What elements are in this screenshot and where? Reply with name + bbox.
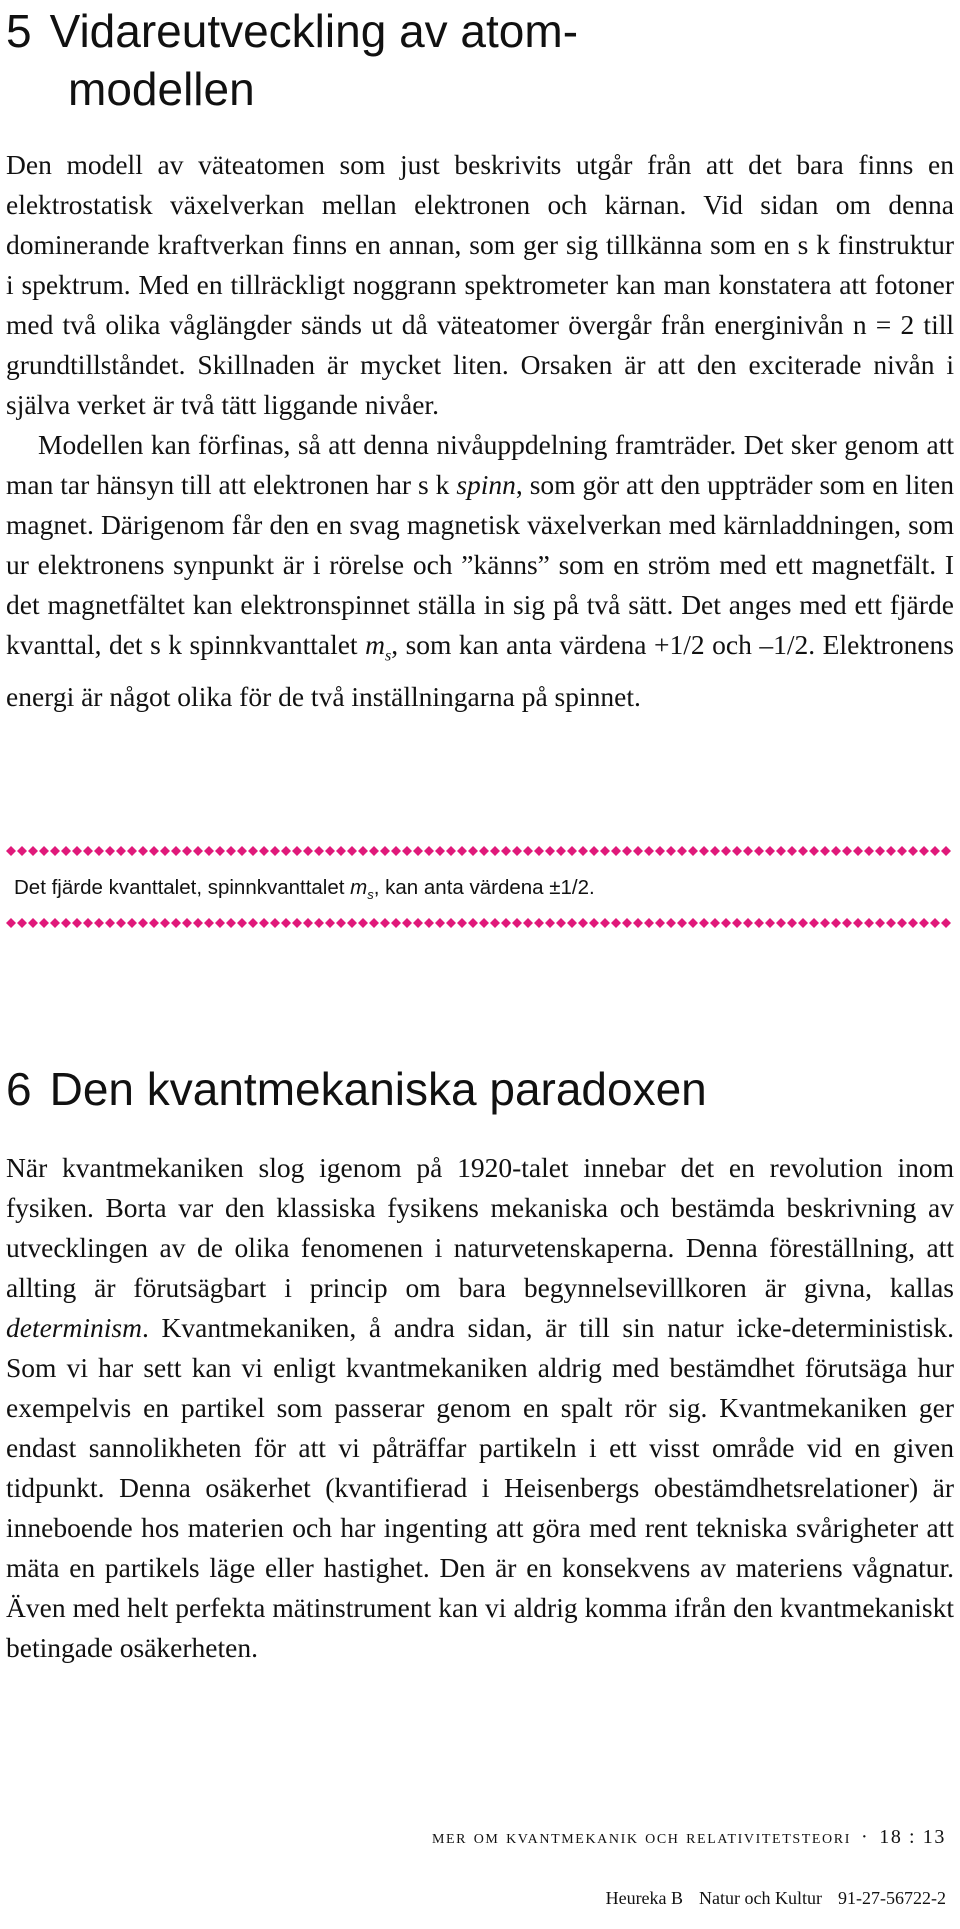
diamond-ornament [589, 846, 599, 856]
diamond-ornament [930, 846, 940, 856]
diamond-ornament [369, 846, 379, 856]
diamond-ornament [127, 846, 137, 856]
diamond-ornament [578, 918, 588, 928]
diamond-ornament [402, 846, 412, 856]
diamond-ornament [655, 846, 665, 856]
diamond-ornament [446, 846, 456, 856]
diamond-ornament [28, 846, 38, 856]
diamond-ornament [919, 918, 929, 928]
diamond-ornament [875, 918, 885, 928]
diamond-ornament [721, 846, 731, 856]
diamond-ornament [39, 918, 49, 928]
book-title: Heureka B [605, 1888, 684, 1908]
diamond-ornament [831, 918, 841, 928]
diamond-ornament [215, 918, 225, 928]
diamond-ornament [677, 846, 687, 856]
diamond-ornament [523, 918, 533, 928]
diamond-ornament [6, 846, 16, 856]
diamond-ornament [116, 846, 126, 856]
section-title-line-2: modellen [68, 63, 255, 115]
diamond-ornament [809, 846, 819, 856]
diamond-ornament [578, 846, 588, 856]
diamond-ornament [743, 846, 753, 856]
diamond-ornament [28, 918, 38, 928]
section-title-line-1: Vidareutveckling av atom- [49, 5, 579, 57]
diamond-ornament [226, 846, 236, 856]
diamond-ornament [193, 846, 203, 856]
diamond-ornament [347, 846, 357, 856]
section-number: 5 [6, 5, 32, 57]
diamond-ornament [380, 846, 390, 856]
diamond-ornament [435, 918, 445, 928]
diamond-ornament [798, 846, 808, 856]
diamond-ornament [50, 846, 60, 856]
diamond-ornament [941, 846, 951, 856]
diamond-ornament [842, 918, 852, 928]
diamond-ornament [666, 846, 676, 856]
diamond-ornament [886, 918, 896, 928]
diamond-ornament [435, 846, 445, 856]
diamond-ornament [545, 918, 555, 928]
diamond-ornament [710, 918, 720, 928]
isbn: 91-27-56722-2 [838, 1888, 946, 1908]
diamond-ornament [380, 918, 390, 928]
diamond-ornament [248, 846, 258, 856]
diamond-ornament [204, 918, 214, 928]
term-determinism: determinism [6, 1312, 142, 1343]
diamond-ornament [358, 846, 368, 856]
page-footer-series [432, 1826, 946, 1849]
diamond-ornament [567, 846, 577, 856]
diamond-ornament [534, 918, 544, 928]
diamond-ornament [149, 846, 159, 856]
diamond-ornament [853, 846, 863, 856]
diamond-ornament [72, 846, 82, 856]
diamond-ornament [842, 846, 852, 856]
series-title: mer om kvantmekanik och relativitetsteori [431, 1826, 851, 1848]
diamond-ornament [160, 918, 170, 928]
section-number: 6 [6, 1063, 32, 1115]
diamond-ornament [721, 918, 731, 928]
diamond-ornament [160, 846, 170, 856]
diamond-ornament [523, 846, 533, 856]
diamond-ornament [94, 846, 104, 856]
diamond-ornament [116, 918, 126, 928]
diamond-ornament [501, 918, 511, 928]
diamond-ornament [303, 846, 313, 856]
diamond-ornament [127, 918, 137, 928]
diamond-ornament [259, 918, 269, 928]
diamond-ornament [413, 846, 423, 856]
diamond-ornament [204, 846, 214, 856]
diamond-ornament [61, 918, 71, 928]
symbol-ms: $m_s$ [365, 629, 392, 665]
diamond-ornament [754, 846, 764, 856]
diamond-ornament [644, 846, 654, 856]
diamond-ornament [61, 846, 71, 856]
diamond-ornament [479, 846, 489, 856]
diamond-ornament [171, 918, 181, 928]
diamond-ornament [17, 918, 27, 928]
diamond-ornament [655, 918, 665, 928]
diamond-ornament [259, 846, 269, 856]
diamond-ornament [468, 918, 478, 928]
diamond-ornament [875, 846, 885, 856]
diamond-ornament [776, 846, 786, 856]
section-title: Den kvantmekaniska paradoxen [49, 1063, 707, 1115]
diamond-ornament [666, 918, 676, 928]
diamond-ornament [787, 846, 797, 856]
diamond-ornament [941, 918, 951, 928]
diamond-ornament [710, 846, 720, 856]
diamond-ornament [237, 846, 247, 856]
diamond-ornament [336, 918, 346, 928]
diamond-ornament [820, 918, 830, 928]
term-spinn: spinn [456, 469, 516, 500]
diamond-ornament [17, 846, 27, 856]
diamond-ornament [897, 846, 907, 856]
diamond-ornament [600, 846, 610, 856]
diamond-ornament [391, 918, 401, 928]
diamond-ornament [699, 846, 709, 856]
diamond-ornament [215, 846, 225, 856]
diamond-ornament [908, 918, 918, 928]
diamond-ornament [908, 846, 918, 856]
diamond-ornament [226, 918, 236, 928]
diamond-ornament [688, 846, 698, 856]
diamond-ornament [347, 918, 357, 928]
diamond-ornament [567, 918, 577, 928]
diamond-ornament [325, 918, 335, 928]
diamond-ornament [545, 846, 555, 856]
diamond-ornament [831, 846, 841, 856]
diamond-ornament [490, 918, 500, 928]
diamond-ornament [820, 846, 830, 856]
diamond-ornament [325, 846, 335, 856]
diamond-ornament [281, 918, 291, 928]
diamond-ornament [853, 918, 863, 928]
diamond-ornament [622, 918, 632, 928]
page-number: 18 : 13 [879, 1826, 946, 1848]
diamond-ornament [688, 918, 698, 928]
diamond-ornament [765, 846, 775, 856]
diamond-ornament [270, 846, 280, 856]
diamond-ornament [600, 918, 610, 928]
diamond-ornament [424, 846, 434, 856]
section-5-paragraph-1: Den modell av väteatomen som just beskrivits utgår från att det bara finns en elektrostatisk växelverkan mellan elektronen och kärnan. Vid sidan om denna dominerande kraftverkan finns en annan, som ger sig tillkänna som en s k finstruktur i spektrum. Med en tillräckligt noggrann spektrometer kan man konstatera att fotoner med två olika våglängder sänds ut då väteatomer övergår från energinivån n = 2 till grundtillståndet. Skillnaden är mycket liten. Orsaken är att den exciterade nivån i själva verket är två tätt liggande nivåer. [6, 149, 954, 420]
diamond-ornament [50, 918, 60, 928]
diamond-ornament [743, 918, 753, 928]
footer-separator: · [860, 1826, 870, 1848]
diamond-ornament [83, 918, 93, 928]
diamond-ornament [611, 918, 621, 928]
diamond-ornament [281, 846, 291, 856]
symbol-ms: $m_s$ [350, 876, 374, 903]
diamond-ornament [248, 918, 258, 928]
summary-box-bottom-rule [6, 916, 952, 930]
paragraph-text: Modellen kan förfinas, så att denna nivåuppdelning framträder. Det sker genom att man tar hänsyn till att elektronen har s k [6, 429, 954, 500]
diamond-ornament [182, 846, 192, 856]
diamond-ornament [589, 918, 599, 928]
diamond-ornament [809, 918, 819, 928]
diamond-ornament [303, 918, 313, 928]
diamond-ornament [6, 918, 16, 928]
diamond-ornament [72, 918, 82, 928]
diamond-ornament [644, 918, 654, 928]
diamond-ornament [919, 846, 929, 856]
diamond-ornament [292, 918, 302, 928]
diamond-ornament [182, 918, 192, 928]
diamond-ornament [798, 918, 808, 928]
section-6-paragraph [6, 1148, 954, 1668]
diamond-ornament [886, 846, 896, 856]
diamond-ornament [336, 846, 346, 856]
publisher: Natur och Kultur [699, 1888, 823, 1908]
diamond-ornament [457, 846, 467, 856]
diamond-ornament [556, 846, 566, 856]
diamond-ornament [501, 846, 511, 856]
diamond-ornament [468, 846, 478, 856]
diamond-ornament [897, 918, 907, 928]
section-5-paragraph-2 [6, 425, 954, 717]
diamond-ornament [633, 918, 643, 928]
section-5-heading [6, 2, 936, 118]
diamond-ornament [776, 918, 786, 928]
diamond-ornament [732, 846, 742, 856]
diamond-ornament [479, 918, 489, 928]
paragraph-text: . Kvantmekaniken, å andra sidan, är till sin natur icke-deterministisk. Som vi har sett kan vi enligt kvantmekaniken aldrig med bestämdhet förutsäga hur exempelvis en partikel som passerar genom en spalt rör sig. Kvantmekaniken ger endast sannolikheten för att vi påträffar partikeln i ett visst område vid en given tidpunkt. Denna osäkerhet (kvantifierad i Heisenbergs obestämdhetsrelationer) är inneboende hos materien och har ingenting att göra med rent tekniska svårigheter att mäta en partikels läge eller hastighet. Den är en konsekvens av materiens vågnatur. Även med helt perfekta mätinstrument kan vi aldrig komma ifrån den kvantmekaniskt betingade osäkerheten. [6, 1312, 954, 1663]
diamond-ornament [193, 918, 203, 928]
diamond-ornament [138, 846, 148, 856]
summary-box-text: Det fjärde kvanttalet, spinnkvanttalet $m_s$, kan anta värdena ±1/2. [14, 876, 595, 903]
diamond-ornament [94, 918, 104, 928]
summary-box-top-rule [6, 844, 952, 858]
diamond-ornament [105, 918, 115, 928]
diamond-ornament [512, 846, 522, 856]
diamond-ornament [402, 918, 412, 928]
diamond-ornament [633, 846, 643, 856]
diamond-ornament [369, 918, 379, 928]
diamond-ornament [457, 918, 467, 928]
diamond-ornament [105, 846, 115, 856]
diamond-ornament [512, 918, 522, 928]
diamond-ornament [358, 918, 368, 928]
diamond-ornament [391, 846, 401, 856]
diamond-ornament [754, 918, 764, 928]
diamond-ornament [292, 846, 302, 856]
diamond-ornament [765, 918, 775, 928]
diamond-ornament [534, 846, 544, 856]
diamond-ornament [490, 846, 500, 856]
diamond-ornament [446, 918, 456, 928]
paragraph-text: När kvantmekaniken slog igenom på 1920-talet innebar det en revolution inom fysiken. Borta var den klassiska fysikens mekaniska och bestämda beskrivning av utvecklingen av de olika fenomenen i naturvetenskaperna. Denna föreställning, att allting är förutsägbart i princip om bara begynnelsevillkoren är givna, kallas [6, 1152, 954, 1303]
diamond-ornament [39, 846, 49, 856]
diamond-ornament [424, 918, 434, 928]
page-footer-publication [606, 1888, 946, 1909]
diamond-ornament [556, 918, 566, 928]
paragraph-text: , som gör att den uppträder som en liten magnet. Därigenom får den en svag magnetisk växelverkan med kärnladdningen, som ur elektronens synpunkt är i rörelse och ”känns” som en ström med ett magnetfält. I det magnetfältet kan elektronspinnet ställa in sig på två sätt. Det anges med ett fjärde kvanttal, det s k spinnkvanttalet [6, 469, 954, 660]
diamond-ornament [314, 918, 324, 928]
diamond-ornament [930, 918, 940, 928]
paragraph-text: , som kan anta värdena +1/2 och –1/2. Elektronens energi är något olika för de två inställningarna på spinnet. [6, 629, 954, 712]
diamond-ornament [864, 918, 874, 928]
diamond-ornament [83, 846, 93, 856]
diamond-ornament [314, 846, 324, 856]
diamond-ornament [149, 918, 159, 928]
diamond-ornament [611, 846, 621, 856]
diamond-ornament [270, 918, 280, 928]
diamond-ornament [622, 846, 632, 856]
diamond-ornament [699, 918, 709, 928]
diamond-ornament [864, 846, 874, 856]
diamond-ornament [732, 918, 742, 928]
diamond-ornament [677, 918, 687, 928]
diamond-ornament [787, 918, 797, 928]
diamond-ornament [171, 846, 181, 856]
diamond-ornament [237, 918, 247, 928]
section-6-heading [6, 1060, 936, 1118]
diamond-ornament [138, 918, 148, 928]
diamond-ornament [413, 918, 423, 928]
